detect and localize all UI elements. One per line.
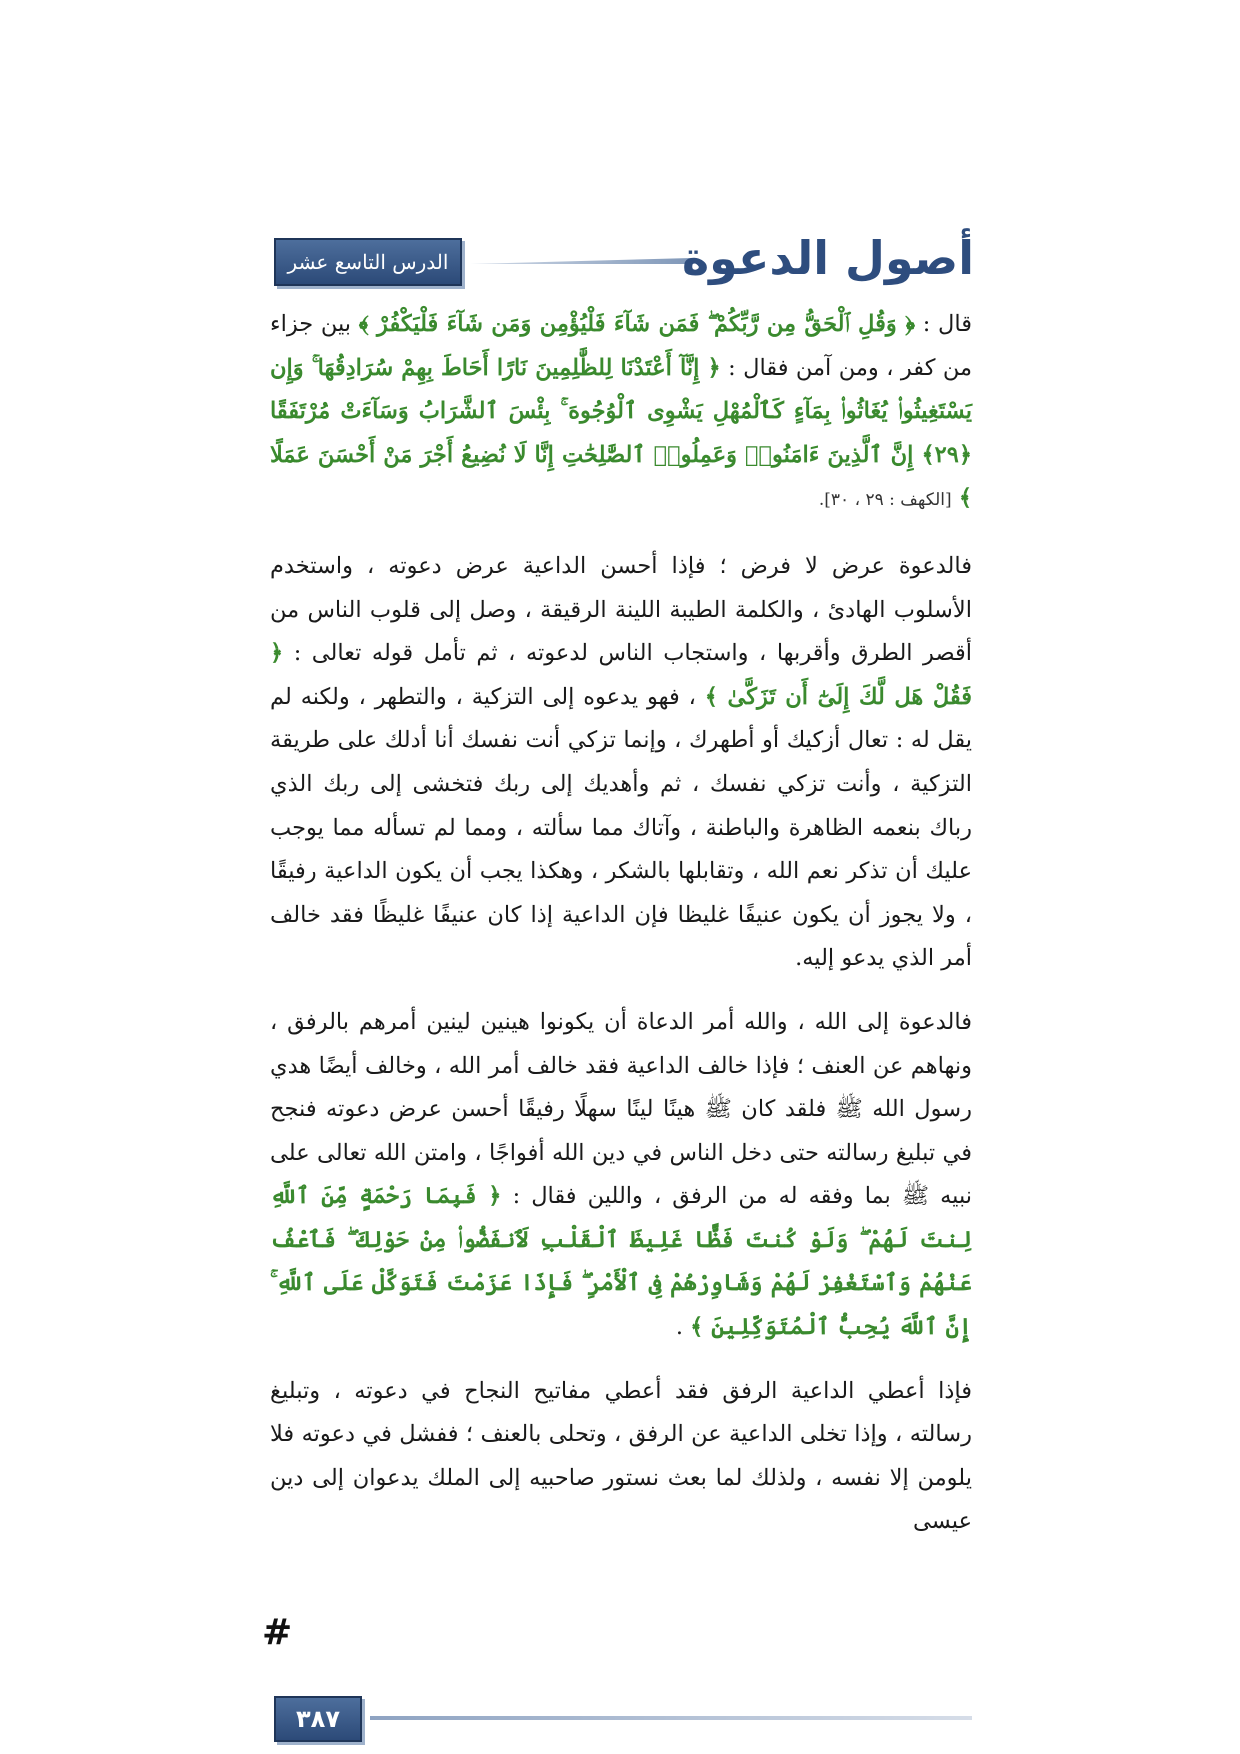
page-header xyxy=(274,228,974,290)
quran-verse-3: ﴿ فَقُلْ هَل لَّكَ إِلَىٰٓ أَن تَزَكَّىٰ ﴾ xyxy=(270,640,972,710)
paragraph-4-text: فإذا أعطي الداعية الرفق فقد أعطي مفاتيح النجاح في دعوته ، وتبليغ رسالته ، وإذا تخلى الداعية عن الرفق ، وتحلى بالعنف ؛ ففشل في دعوته فلا يلومن إلا نفسه ، ولذلك لما بعث نستور صاحبيه إلى الملك يدعوان إلى دين عيسى xyxy=(270,1377,972,1535)
surah-reference: [الكهف : ٢٩ ، ٣٠]. xyxy=(818,490,952,511)
paragraph-3-text: فالدعوة إلى الله ، والله أمر الدعاة أن يكونوا هينين لينين أمرهم بالرفق ، ونهاهم عن العنف ؛ فإذا خالف الداعية فقد خالف أمر الله ، وخالف أيضًا هدي رسول الله ﷺ فلقد كان ﷺ هينًا لينًا سهلًا رفيقًا أحسن عرض دعوته فنجح في تبليغ رسالته حتى دخل الناس في دين الله أفواجًا ، وامتن الله تعالى على نبيه ﷺ بما وفقه له من الرفق ، واللين فقال : xyxy=(270,1008,972,1210)
paragraph-1-intro: قال : xyxy=(922,311,972,337)
page-body xyxy=(270,303,972,1564)
lesson-badge: الدرس التاسع عشر xyxy=(274,238,462,286)
paragraph-3 xyxy=(270,1001,972,1350)
paragraph-2-text: فالدعوة عرض لا فرض ؛ فإذا أحسن الداعية عرض دعوته ، واستخدم الأسلوب الهادئ ، والكلمة الطيبة اللينة الرقيقة ، وصل إلى قلوب الناس من أقصر الطرق وأقربها ، واستجاب الناس لدعوته ، ثم تأمل قوله تعالى : xyxy=(270,552,972,667)
quran-verse-4: ﴿ فَبِمَا رَحْمَةٍ مِّنَ ٱللَّهِ لِنتَ لَهُمْ ۖ وَلَوْ كُنتَ فَظًّا غَلِيظَ ٱلْقَلْبِ لَٱنفَضُّوا۟ مِنْ حَوْلِكَ ۖ فَٱعْفُ عَنْهُمْ وَٱسْتَغْفِرْ لَهُمْ وَشَاوِرْهُمْ فِى ٱلْأَمْرِ ۖ فَإِذَا عَزَمْتَ فَتَوَكَّلْ عَلَى ٱللَّهِ ۚ إِنَّ ٱللَّهَ يُحِبُّ ٱلْمُتَوَكِّلِينَ ﴾ xyxy=(270,1183,972,1341)
quran-verse-1: ﴿ وَقُلِ ٱلْحَقُّ مِن رَّبِّكُمْ ۖ فَمَن شَآءَ فَلْيُؤْمِن وَمَن شَآءَ فَلْيَكْفُرْ ﴾ xyxy=(358,311,916,337)
header-divider xyxy=(470,258,692,264)
quran-verse-2: ﴿ إِنَّآ أَعْتَدْنَا لِلظَّٰلِمِينَ نَارًا أَحَاطَ بِهِمْ سُرَادِقُهَا ۚ وَإِن يَسْتَغِيثُوا۟ يُغَاثُوا۟ بِمَآءٍ كَٱلْمُهْلِ يَشْوِى ٱلْوُجُوهَ ۚ بِئْسَ ٱلشَّرَابُ وَسَآءَتْ مُرْتَفَقًا ﴿٢٩﴾ إِنَّ ٱلَّذِينَ ءَامَنُوا۟ وَعَمِلُوا۟ ٱلصَّٰلِحَٰتِ إِنَّا لَا نُضِيعُ أَجْرَ مَنْ أَحْسَنَ عَمَلًا ﴾ xyxy=(270,354,972,512)
book-title: أصول الدعوة xyxy=(681,231,974,285)
paragraph-1 xyxy=(270,303,972,523)
paragraph-1-text: بين جزاء من كفر ، ومن آمن فقال : xyxy=(270,311,973,381)
footer-divider xyxy=(370,1716,972,1720)
paragraph-2-text-cont: ، فهو يدعوه إلى التزكية ، والتطهر ، ولكنه لم يقل له : تعال أزكيك أو أطهرك ، وإنما تزكي أنت نفسك أنا أدلك على طريقة التزكية ، وأنت تزكي نفسك ، ثم وأهديك إلى ربك فتخشى إلى ربك الذي رباك بنعمه الظاهرة والباطنة ، وآتاك مما سألته ، ومما لم تسأله مما يوجب عليك أن تذكر نعم الله ، وتقابلها بالشكر ، وهكذا يجب أن يكون الداعية رفيقًا ، ولا يجوز أن يكون عنيفًا غليظا فإن الداعية إذا كان عنيفًا غليظًا فقد خالف أمر الذي يدعو إليه. xyxy=(270,683,972,972)
paragraph-4 xyxy=(270,1370,972,1544)
paragraph-2 xyxy=(270,545,972,981)
page-number: ٣٨٧ xyxy=(274,1696,362,1742)
paragraph-3-end: . xyxy=(675,1314,684,1341)
continuation-marker: # xyxy=(262,1612,293,1653)
